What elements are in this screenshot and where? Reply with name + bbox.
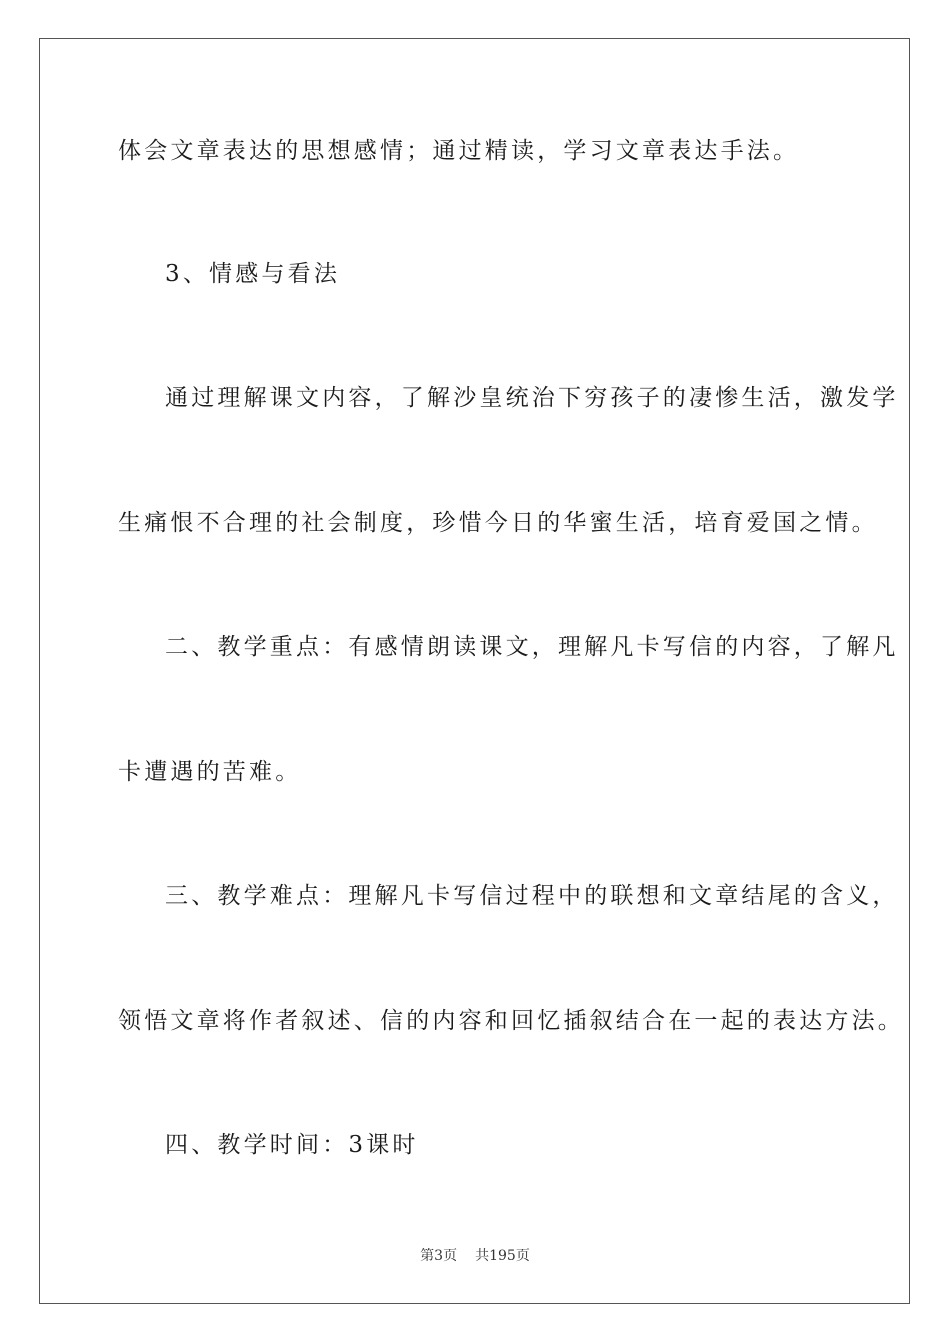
- text-line-3: 通过理解课文内容，了解沙皇统治下穷孩子的凄惨生活，激发学: [165, 385, 899, 411]
- text-line-8: 领悟文章将作者叙述、信的内容和回忆插叙结合在一起的表达方法。: [118, 1008, 904, 1034]
- page-footer: [0, 1247, 950, 1265]
- text-line-2: 3、情感与看法: [165, 261, 341, 287]
- text-line-7: 三、教学难点：理解凡卡写信过程中的联想和文章结尾的含义，: [165, 883, 899, 909]
- text-line-4: 生痛恨不合理的社会制度，珍惜今日的华蜜生活，培育爱国之情。: [118, 510, 878, 536]
- page-number: 第3页: [420, 1248, 458, 1264]
- text-line-5: 二、教学重点：有感情朗读课文，理解凡卡写信的内容，了解凡: [165, 634, 899, 660]
- page-border: [39, 38, 910, 1304]
- text-line-9: 四、教学时间：3课时: [165, 1132, 419, 1158]
- text-line-6: 卡遭遇的苦难。: [118, 759, 302, 785]
- text-line-1: 体会文章表达的思想感情；通过精读，学习文章表达手法。: [118, 138, 800, 164]
- page-total: 共195页: [475, 1248, 530, 1264]
